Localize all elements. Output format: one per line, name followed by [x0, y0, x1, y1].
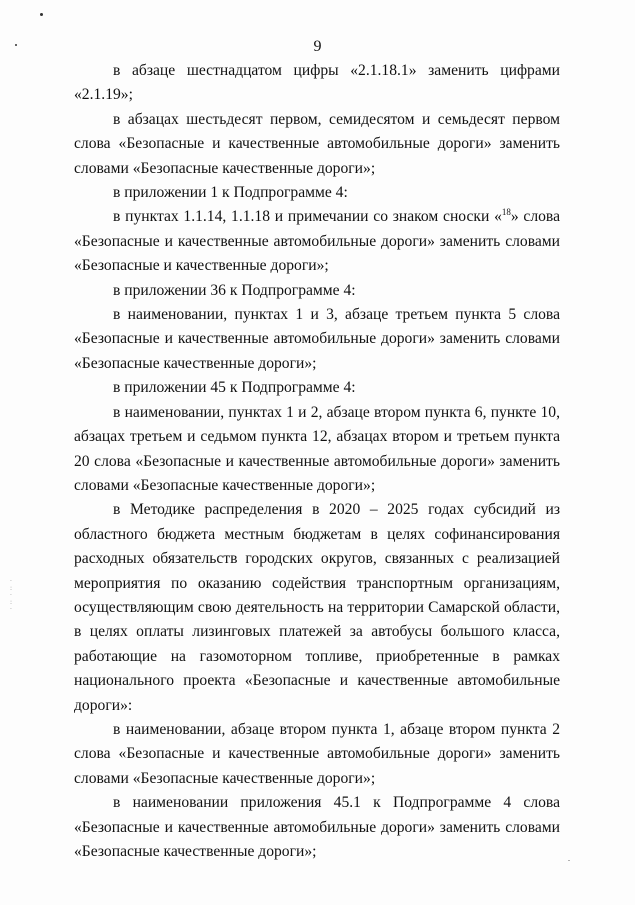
document-body — [74, 59, 560, 864]
paragraph-text: в пунктах 1.1.14, 1.1.18 и примечании со знаком сноски « — [113, 208, 502, 226]
paragraph: в наименовании, пунктах 1 и 3, абзаце третьем пункта 5 слова «Безопасные и качественные автомобильные дороги» заменить словами «Безопасные качественные дороги»; — [74, 306, 560, 372]
paragraph-text: » слова «Безопасные и качественные автомобильные дороги» заменить словами «Безопасные и качественные дороги»; — [74, 208, 560, 275]
paragraph: в наименовании, пунктах 1 и 2, абзаце втором пункта 6, пункте 10, абзацах третьем и седьмом пункта 12, абзацах втором и третьем пункта 20 слова «Безопасные и качественные автомобильные дороги» заменить словами «Безопасные качественные дороги»; — [74, 403, 560, 494]
paragraph: в абзацах шестьдесят первом, семидесятом и семьдесят первом слова «Безопасные и качественные автомобильные дороги» заменить словами «Безопасные качественные дороги»; — [74, 110, 560, 177]
paragraph: в приложении 36 к Подпрограмме 4: — [113, 281, 356, 299]
paragraph-with-footnote — [74, 205, 560, 278]
scan-speck — [568, 860, 570, 861]
paragraph: в наименовании, абзаце втором пункта 1, абзаце втором пункта 2 слова «Безопасные и качественные автомобильные дороги» заменить словами «Безопасные качественные дороги»; — [74, 720, 560, 787]
paragraph: в приложении 1 к Подпрограмме 4: — [113, 184, 348, 202]
page-number: 9 — [313, 38, 322, 55]
margin-marks: · : · : · — [10, 578, 13, 613]
paragraph: в абзаце шестнадцатом цифры «2.1.18.1» заменить цифрами «2.1.19»; — [74, 62, 560, 104]
paragraph: в приложении 45 к Подпрограмме 4: — [113, 379, 356, 397]
paragraph: в наименовании приложения 45.1 к Подпрограмме 4 слова «Безопасные и качественные автомобильные дороги» заменить словами «Безопасные качественные дороги»; — [74, 794, 560, 860]
paragraph: в Методике распределения в 2020 – 2025 годах субсидий из областного бюджета местным бюджетам в целях софинансирования расходных обязательств городских округов, связанных с реализацией мероприятия по оказанию содействия транспортным организациям, осуществляющим свою деятельность на территории Самарской области, в целях оплаты лизинговых платежей за автобусы большого класса, работающие на газомоторном топливе, приобретенные в рамках национального проекта «Безопасные и качественные автомобильные дороги»: — [74, 501, 560, 714]
scan-speck — [40, 13, 43, 16]
footnote-mark: 18 — [501, 207, 511, 218]
